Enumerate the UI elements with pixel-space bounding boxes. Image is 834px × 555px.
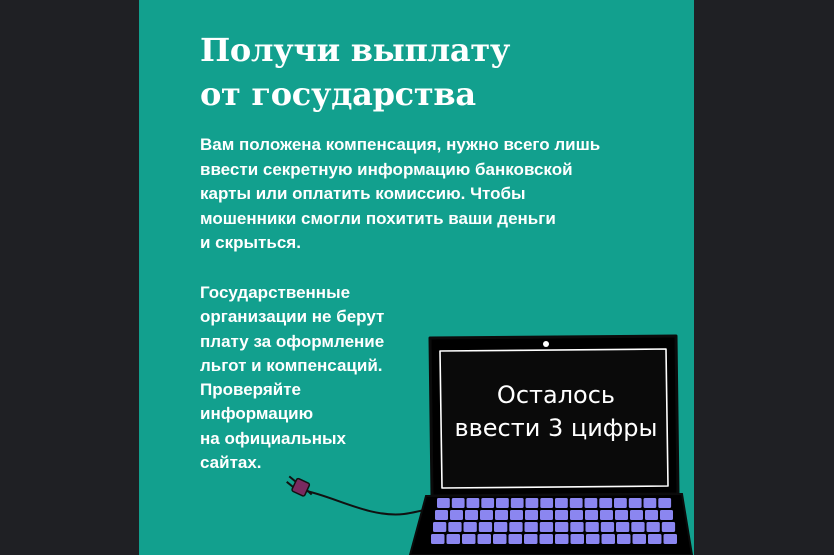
keyboard-key	[617, 534, 631, 544]
keyboard-key	[540, 498, 553, 508]
keyboard-key	[494, 522, 507, 532]
paragraph-line: плату за оформление	[200, 331, 385, 351]
keyboard-key	[555, 498, 568, 508]
keyboard-key	[462, 534, 476, 544]
paragraph-line: Вам положена компенсация, нужно всего лишь	[200, 135, 601, 154]
paragraph-line: информацию	[200, 404, 314, 424]
keyboard-key	[648, 534, 662, 544]
paragraph-line: льгот и компенсаций.	[200, 355, 383, 375]
keyboard-key	[585, 510, 598, 520]
keyboard-key	[509, 522, 522, 532]
headline-line: Получи выплату	[200, 31, 511, 69]
keyboard-key	[433, 522, 446, 532]
keyboard-key	[525, 510, 538, 520]
keyboard-key	[658, 498, 671, 508]
paragraph-line: мошенники смогли похитить ваши деньги	[200, 208, 556, 228]
keyboard-key	[540, 522, 553, 532]
headline	[200, 28, 510, 116]
webcam-icon	[543, 341, 549, 347]
keyboard-key	[662, 522, 675, 532]
keyboard-key	[450, 510, 463, 520]
keyboard-key	[526, 498, 539, 508]
info-card	[139, 0, 694, 555]
keyboard-key	[660, 510, 673, 520]
keyboard-key	[614, 498, 627, 508]
paragraph-line: ввести секретную информацию банковской	[200, 159, 573, 179]
keyboard-key	[616, 522, 629, 532]
paragraph-line: Государственные	[200, 283, 351, 302]
keyboard-key	[555, 510, 568, 520]
keyboard-key	[555, 522, 568, 532]
keyboard-key	[464, 522, 477, 532]
paragraph-line: организации не берут	[200, 307, 385, 327]
keyboard-key	[586, 522, 599, 532]
keyboard-key	[571, 534, 585, 544]
headline-line: от государства	[200, 75, 476, 113]
keyboard-key	[664, 534, 678, 544]
screen-text-line: Осталось	[496, 381, 616, 409]
keyboard-key	[525, 522, 538, 532]
keyboard-key	[431, 534, 445, 544]
keyboard-key	[631, 522, 644, 532]
keyboard-key	[496, 498, 509, 508]
keyboard-key	[448, 522, 461, 532]
keyboard-key	[467, 498, 480, 508]
paragraph-line: сайтах.	[200, 453, 262, 473]
keyboard-key	[633, 534, 647, 544]
keyboard-key	[600, 510, 613, 520]
paragraph-line: и скрыться.	[200, 233, 301, 252]
keyboard-key	[511, 498, 524, 508]
keyboard-key	[555, 534, 569, 544]
keyboard-key	[437, 498, 450, 508]
keyboard-key	[481, 498, 494, 508]
keyboard-key	[570, 522, 583, 532]
keyboard-key	[465, 510, 478, 520]
keyboard-key	[540, 534, 554, 544]
paragraph-line: карты или оплатить комиссию. Чтобы	[200, 184, 526, 203]
keyboard-key	[644, 498, 657, 508]
keyboard-key	[629, 498, 642, 508]
paragraph-line: Проверяйте	[200, 380, 301, 400]
keyboard-key	[480, 510, 493, 520]
keyboard-key	[540, 510, 553, 520]
keyboard-key	[510, 510, 523, 520]
laptop-illustration	[274, 318, 694, 555]
keyboard-key	[435, 510, 448, 520]
keyboard-key	[495, 510, 508, 520]
warning-paragraph	[200, 133, 670, 256]
keyboard-key	[645, 510, 658, 520]
plug-icon	[284, 475, 315, 500]
keyboard-key	[615, 510, 628, 520]
keyboard-key	[493, 534, 507, 544]
keyboard-key	[509, 534, 523, 544]
keyboard-key	[599, 498, 612, 508]
keyboard-key	[602, 534, 616, 544]
paragraph-line: на официальных	[200, 428, 347, 448]
keyboard-key	[586, 534, 600, 544]
screen-text-line: ввести 3 цифры	[454, 414, 658, 442]
keyboard-key	[570, 510, 583, 520]
keyboard-key	[570, 498, 583, 508]
keyboard-key	[447, 534, 461, 544]
keyboard-key	[524, 534, 538, 544]
keyboard-key	[452, 498, 465, 508]
keyboard-key	[601, 522, 614, 532]
keyboard-key	[478, 534, 492, 544]
keyboard-key	[630, 510, 643, 520]
keyboard-key	[647, 522, 660, 532]
keyboard-key	[585, 498, 598, 508]
keyboard-key	[479, 522, 492, 532]
